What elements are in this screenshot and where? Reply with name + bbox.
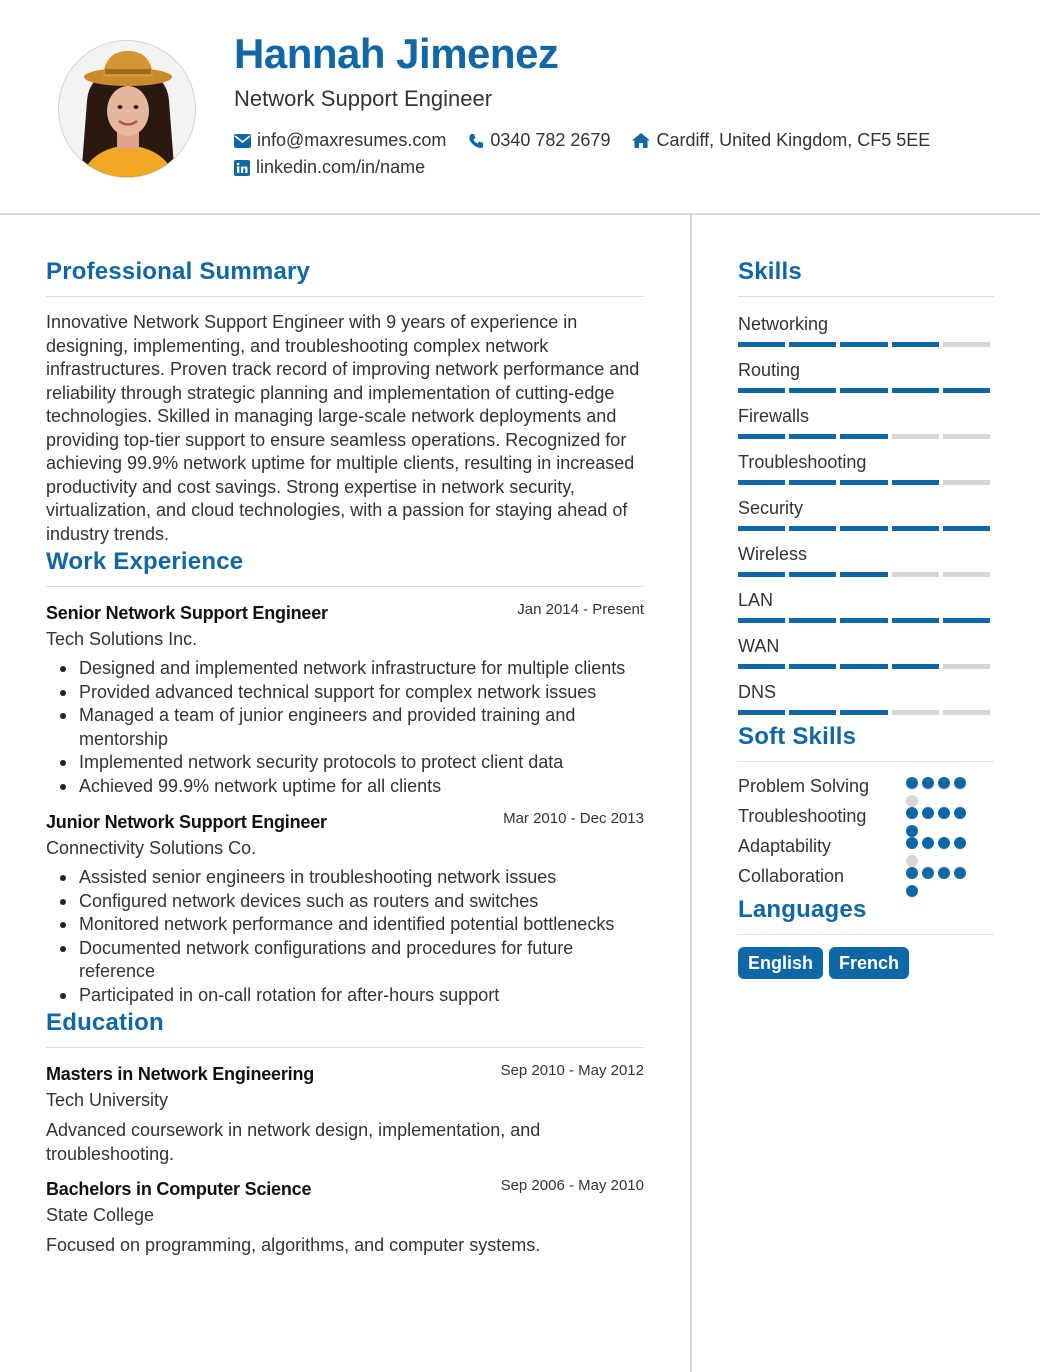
soft-skill-name: Adaptability [738, 836, 832, 856]
skill-name: Firewalls [738, 406, 810, 426]
education-desc: Focused on programming, algorithms, and computer systems. [46, 1235, 541, 1255]
skill-level-segment [738, 572, 785, 577]
skill-level-segment [943, 710, 990, 715]
skill-level-segment [892, 342, 939, 347]
skills-list [738, 313, 994, 715]
job-company: Tech Solutions Inc. [46, 629, 198, 649]
soft-skill-row [738, 832, 994, 862]
job-bullet: Monitored network performance and identified potential bottlenecks [46, 913, 644, 937]
skill-level-segment [943, 434, 990, 439]
skill-item [738, 635, 994, 669]
skill-level-segment [943, 388, 990, 393]
soft-skill-dot [938, 807, 950, 819]
linkedin-text: linkedin.com/in/name [256, 157, 426, 177]
skill-item [738, 681, 994, 715]
contact-linkedin[interactable] [234, 157, 425, 178]
skill-name: Troubleshooting [738, 452, 867, 472]
skill-level-segment [789, 434, 836, 439]
job-header [46, 603, 644, 627]
job-header [46, 812, 644, 836]
column-divider [690, 215, 692, 1372]
resume-header [0, 0, 1040, 215]
skill-name: WAN [738, 636, 780, 656]
skill-item [738, 451, 994, 485]
skill-level-segment [943, 480, 990, 485]
soft-skill-row [738, 772, 994, 802]
soft-skill-dot [922, 807, 934, 819]
skill-level-segment [840, 710, 887, 715]
work-heading: Work Experience [46, 548, 644, 587]
education-dates: Sep 2006 - May 2010 [500, 1177, 644, 1194]
skill-level-segment [943, 618, 990, 623]
candidate-title: Network Support Engineer [234, 86, 493, 111]
education-degree: Bachelors in Computer Science [46, 1179, 312, 1199]
skill-level-segment [892, 664, 939, 669]
skill-bar [738, 480, 994, 485]
linkedin-icon [234, 160, 250, 176]
job-bullets [46, 657, 644, 798]
education-school: State College [46, 1205, 155, 1225]
skill-bar [738, 342, 994, 347]
job-bullets [46, 866, 644, 1007]
skill-level-segment [789, 388, 836, 393]
skill-level-segment [943, 342, 990, 347]
skill-bar [738, 572, 994, 577]
contact-email[interactable] [234, 130, 446, 151]
skill-bar [738, 710, 994, 715]
soft-skill-dot [906, 885, 918, 897]
soft-skill-name: Collaboration [738, 866, 845, 886]
soft-skill-dot [906, 777, 918, 789]
education-heading: Education [46, 1009, 644, 1048]
languages-list [738, 947, 994, 979]
contact-row-2 [234, 157, 447, 178]
soft-skill-dot [906, 837, 918, 849]
languages-heading: Languages [738, 896, 994, 935]
soft-skill-dot [954, 807, 966, 819]
job-bullet: Provided advanced technical support for complex network issues [46, 681, 644, 705]
skill-level-segment [840, 342, 887, 347]
email-text: info@maxresumes.com [257, 130, 447, 150]
skill-level-segment [840, 572, 887, 577]
soft-skill-row [738, 802, 994, 832]
skill-level-segment [892, 526, 939, 531]
skill-level-segment [789, 710, 836, 715]
envelope-icon [234, 134, 251, 148]
skill-level-segment [738, 342, 785, 347]
soft-skill-dot [922, 867, 934, 879]
phone-icon [468, 133, 484, 149]
soft-skill-dot [954, 837, 966, 849]
skill-level-segment [789, 342, 836, 347]
skill-level-segment [840, 618, 887, 623]
skill-item [738, 589, 994, 623]
skill-item [738, 497, 994, 531]
address-text: Cardiff, United Kingdom, CF5 5EE [656, 130, 931, 150]
skill-level-segment [840, 388, 887, 393]
education-dates: Sep 2010 - May 2012 [500, 1062, 644, 1079]
soft-skill-dot [906, 867, 918, 879]
job-dates: Mar 2010 - Dec 2013 [503, 810, 644, 827]
skill-level-segment [789, 572, 836, 577]
skill-name: DNS [738, 682, 777, 702]
skill-level-segment [943, 526, 990, 531]
languages-section [738, 896, 994, 979]
summary-section [46, 258, 644, 546]
job-role: Senior Network Support Engineer [46, 603, 328, 623]
job-bullet: Configured network devices such as routers and switches [46, 890, 644, 914]
job-bullet: Managed a team of junior engineers and provided training and mentorship [46, 704, 644, 751]
contact-row [234, 130, 952, 151]
skill-level-segment [789, 526, 836, 531]
skill-level-segment [892, 618, 939, 623]
soft-skill-name: Problem Solving [738, 776, 870, 796]
education-section [46, 1009, 644, 1258]
skill-level-segment [738, 480, 785, 485]
skill-level-segment [892, 572, 939, 577]
soft-skill-dot [938, 837, 950, 849]
skill-name: Networking [738, 314, 829, 334]
phone-text: 0340 782 2679 [490, 130, 611, 150]
skill-level-segment [840, 664, 887, 669]
skill-bar [738, 618, 994, 623]
skill-level-segment [892, 434, 939, 439]
skills-heading: Skills [738, 258, 994, 297]
skill-level-segment [840, 480, 887, 485]
skill-level-segment [789, 664, 836, 669]
skill-level-segment [943, 572, 990, 577]
summary-text: Innovative Network Support Engineer with 9 years of experience in designing, implementing, and troubleshooting complex network infrastructures. Proven track record of improving network performance and reliability through strategic planning and implementation of cutting-edge technologies. Skilled in managing large-scale network deployments and providing top-tier support to ensure seamless operations. Recognized for achieving 99.9% network uptime for multiple clients, resulting in increased productivity and cost savings. Strong expertise in network security, virtualization, and cloud technologies, with a passion for staying ahead of industry trends. [46, 312, 640, 544]
language-badge: French [829, 947, 909, 979]
job-entry [46, 812, 644, 1007]
education-desc: Advanced coursework in network design, implementation, and troubleshooting. [46, 1120, 541, 1164]
job-bullet: Achieved 99.9% network uptime for all clients [46, 775, 644, 799]
soft-skill-dot [938, 777, 950, 789]
soft-skills-section [738, 723, 994, 892]
job-entry [46, 603, 644, 798]
skill-level-segment [892, 388, 939, 393]
skill-level-segment [840, 526, 887, 531]
contact-address [632, 130, 930, 151]
soft-skill-dot [906, 807, 918, 819]
education-header [46, 1064, 644, 1088]
skill-level-segment [892, 480, 939, 485]
skill-name: LAN [738, 590, 774, 610]
soft-skill-dot [954, 777, 966, 789]
job-bullet: Assisted senior engineers in troubleshooting network issues [46, 866, 644, 890]
skill-level-segment [840, 434, 887, 439]
profile-photo [59, 41, 196, 178]
job-dates: Jan 2014 - Present [517, 601, 644, 618]
job-bullet: Implemented network security protocols to protect client data [46, 751, 644, 775]
skill-bar [738, 664, 994, 669]
skill-bar [738, 388, 994, 393]
education-header [46, 1179, 644, 1203]
skills-section [738, 258, 994, 715]
education-entry [46, 1064, 644, 1166]
avatar [58, 40, 196, 178]
skill-bar [738, 526, 994, 531]
education-school: Tech University [46, 1090, 169, 1110]
job-company: Connectivity Solutions Co. [46, 838, 257, 858]
skill-level-segment [738, 526, 785, 531]
home-icon [632, 133, 650, 148]
education-degree: Masters in Network Engineering [46, 1064, 315, 1084]
language-badge: English [738, 947, 823, 979]
skill-name: Security [738, 498, 804, 518]
soft-skill-dot [954, 867, 966, 879]
skill-name: Routing [738, 360, 801, 380]
soft-skill-dots [906, 867, 978, 903]
education-entry [46, 1179, 644, 1258]
soft-skill-row [738, 862, 994, 892]
skill-level-segment [738, 388, 785, 393]
skill-name: Wireless [738, 544, 808, 564]
skill-level-segment [789, 618, 836, 623]
main-column [46, 258, 644, 1258]
skill-level-segment [738, 618, 785, 623]
skill-level-segment [892, 710, 939, 715]
candidate-name: Hannah Jimenez [234, 30, 559, 77]
soft-skill-name: Troubleshooting [738, 806, 867, 826]
soft-skill-dot [938, 867, 950, 879]
soft-skills-heading: Soft Skills [738, 723, 994, 762]
work-section [46, 548, 644, 1007]
soft-skill-dot [922, 837, 934, 849]
skill-item [738, 405, 994, 439]
skill-bar [738, 434, 994, 439]
skill-level-segment [789, 480, 836, 485]
contact-phone[interactable] [468, 130, 610, 151]
job-bullet: Documented network configurations and procedures for future reference [46, 937, 644, 984]
skill-level-segment [738, 664, 785, 669]
skill-level-segment [738, 434, 785, 439]
summary-heading: Professional Summary [46, 258, 644, 297]
skill-item [738, 313, 994, 347]
job-bullet: Participated in on-call rotation for after-hours support [46, 984, 644, 1008]
side-column [738, 258, 994, 979]
job-role: Junior Network Support Engineer [46, 812, 327, 832]
soft-skill-dot [922, 777, 934, 789]
skill-item [738, 359, 994, 393]
job-bullet: Designed and implemented network infrastructure for multiple clients [46, 657, 644, 681]
skill-level-segment [738, 710, 785, 715]
skill-item [738, 543, 994, 577]
skill-level-segment [943, 664, 990, 669]
